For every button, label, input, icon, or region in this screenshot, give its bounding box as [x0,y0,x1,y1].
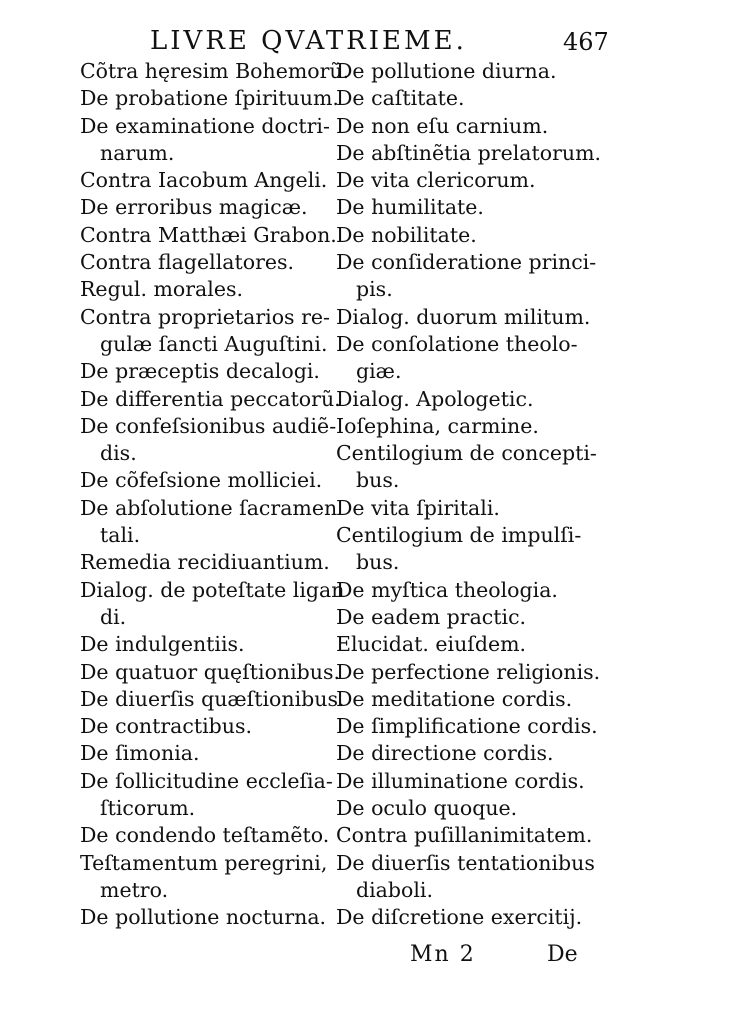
left-line: De præceptis decalogi. [80,359,320,384]
right-line: Dialog. Apologetic. [336,386,534,411]
left-line: De erroribus magicæ. [80,195,308,220]
right-line: De diuerſis tentationibus [336,850,595,875]
right-line: De meditatione cordis. [336,686,573,711]
right-line: De directione cordis. [336,741,554,766]
signature-mark: Mn 2 [410,942,476,967]
left-line: Cõtra hęresim Bohemorũ. [80,59,350,83]
left-line: dis. [100,441,137,466]
right-line: De conſolatione theolo- [336,331,578,356]
right-line: bus. [356,468,400,493]
right-line: giæ. [356,359,402,384]
left-line: De abſolutione ſacramen [80,495,338,520]
right-line: Centilogium de concepti- [336,441,597,466]
right-line: De vita ſpiritali. [336,495,500,520]
right-line: De abſtinẽtia prelatorum. [336,140,602,165]
left-line: Remedia recidiuantium. [80,550,330,575]
right-line: De nobilitate. [336,222,477,247]
left-line: De indulgentiis. [80,632,245,657]
right-line: Elucidat. eiuſdem. [336,632,527,657]
left-line: metro. [100,877,169,902]
right-line: Contra puſillanimitatem. [336,823,593,848]
left-line: De ſimonia. [80,741,200,766]
left-line: De contractibus. [80,714,253,739]
left-line: Dialog. de poteſtate ligan [80,577,345,602]
right-line: pis. [356,277,393,302]
left-line: De quatuor quęſtionibus. [80,659,341,684]
right-line: De diſcretione exercitij. [336,905,583,930]
left-line: De diuerſis quæſtionibus. [80,686,345,711]
left-line: gulæ ſancti Auguſtini. [100,331,328,356]
right-line: De humilitate. [336,195,484,220]
right-line: De caſtitate. [336,86,465,111]
right-column [336,58,601,932]
right-line: bus. [356,550,400,575]
right-line: De ſimplificatione cordis. [336,714,598,739]
left-line: De examinatione doctri- [80,113,330,138]
left-line: tali. [100,523,141,548]
left-line: De cõfeſsione molliciei. [80,468,323,493]
left-line: Contra flagellatores. [80,250,295,275]
left-column [80,58,349,932]
left-line: Contra proprietarios re- [80,304,330,329]
left-line: De probatione ſpirituum. [80,86,339,111]
left-line: De condendo teſtamẽto. [80,823,330,848]
left-line: narum. [100,140,175,165]
running-head: LIVRE QVATRIEME. [150,26,467,56]
catchword: De [547,942,578,967]
right-line: De illuminatione cordis. [336,768,585,793]
right-line: De myſtica theologia. [336,577,558,602]
left-line: De ſollicitudine eccleſia- [80,768,333,793]
right-line: De eadem practic. [336,604,527,629]
left-line: Contra Iacobum Angeli. [80,168,328,193]
right-line: De non eſu carnium. [336,113,549,138]
left-line: Teſtamentum peregrini, [80,850,328,875]
right-line: diaboli. [356,877,433,902]
right-line: De conſideratione princi- [336,250,597,275]
right-line: De pollutione diurna. [336,59,557,83]
left-line: Contra Matthæi Grabon. [80,222,337,247]
left-line: De differentia peccatorũ. [80,386,341,411]
right-line: Centilogium de impulſi- [336,523,582,548]
right-line: De perfectione religionis. [336,659,601,684]
right-line: Dialog. duorum militum. [336,304,591,329]
page-number: 467 [563,28,609,56]
left-line: di. [100,604,127,629]
right-line: De vita clericorum. [336,168,536,193]
right-line: De oculo quoque. [336,796,518,821]
left-line: De confeſsionibus audiẽ- [80,413,337,438]
left-line: Regul. morales. [80,277,244,302]
right-line: Ioſephina, carmine. [336,413,539,438]
left-line: De pollutione nocturna. [80,905,327,930]
left-line: ſticorum. [100,796,196,821]
